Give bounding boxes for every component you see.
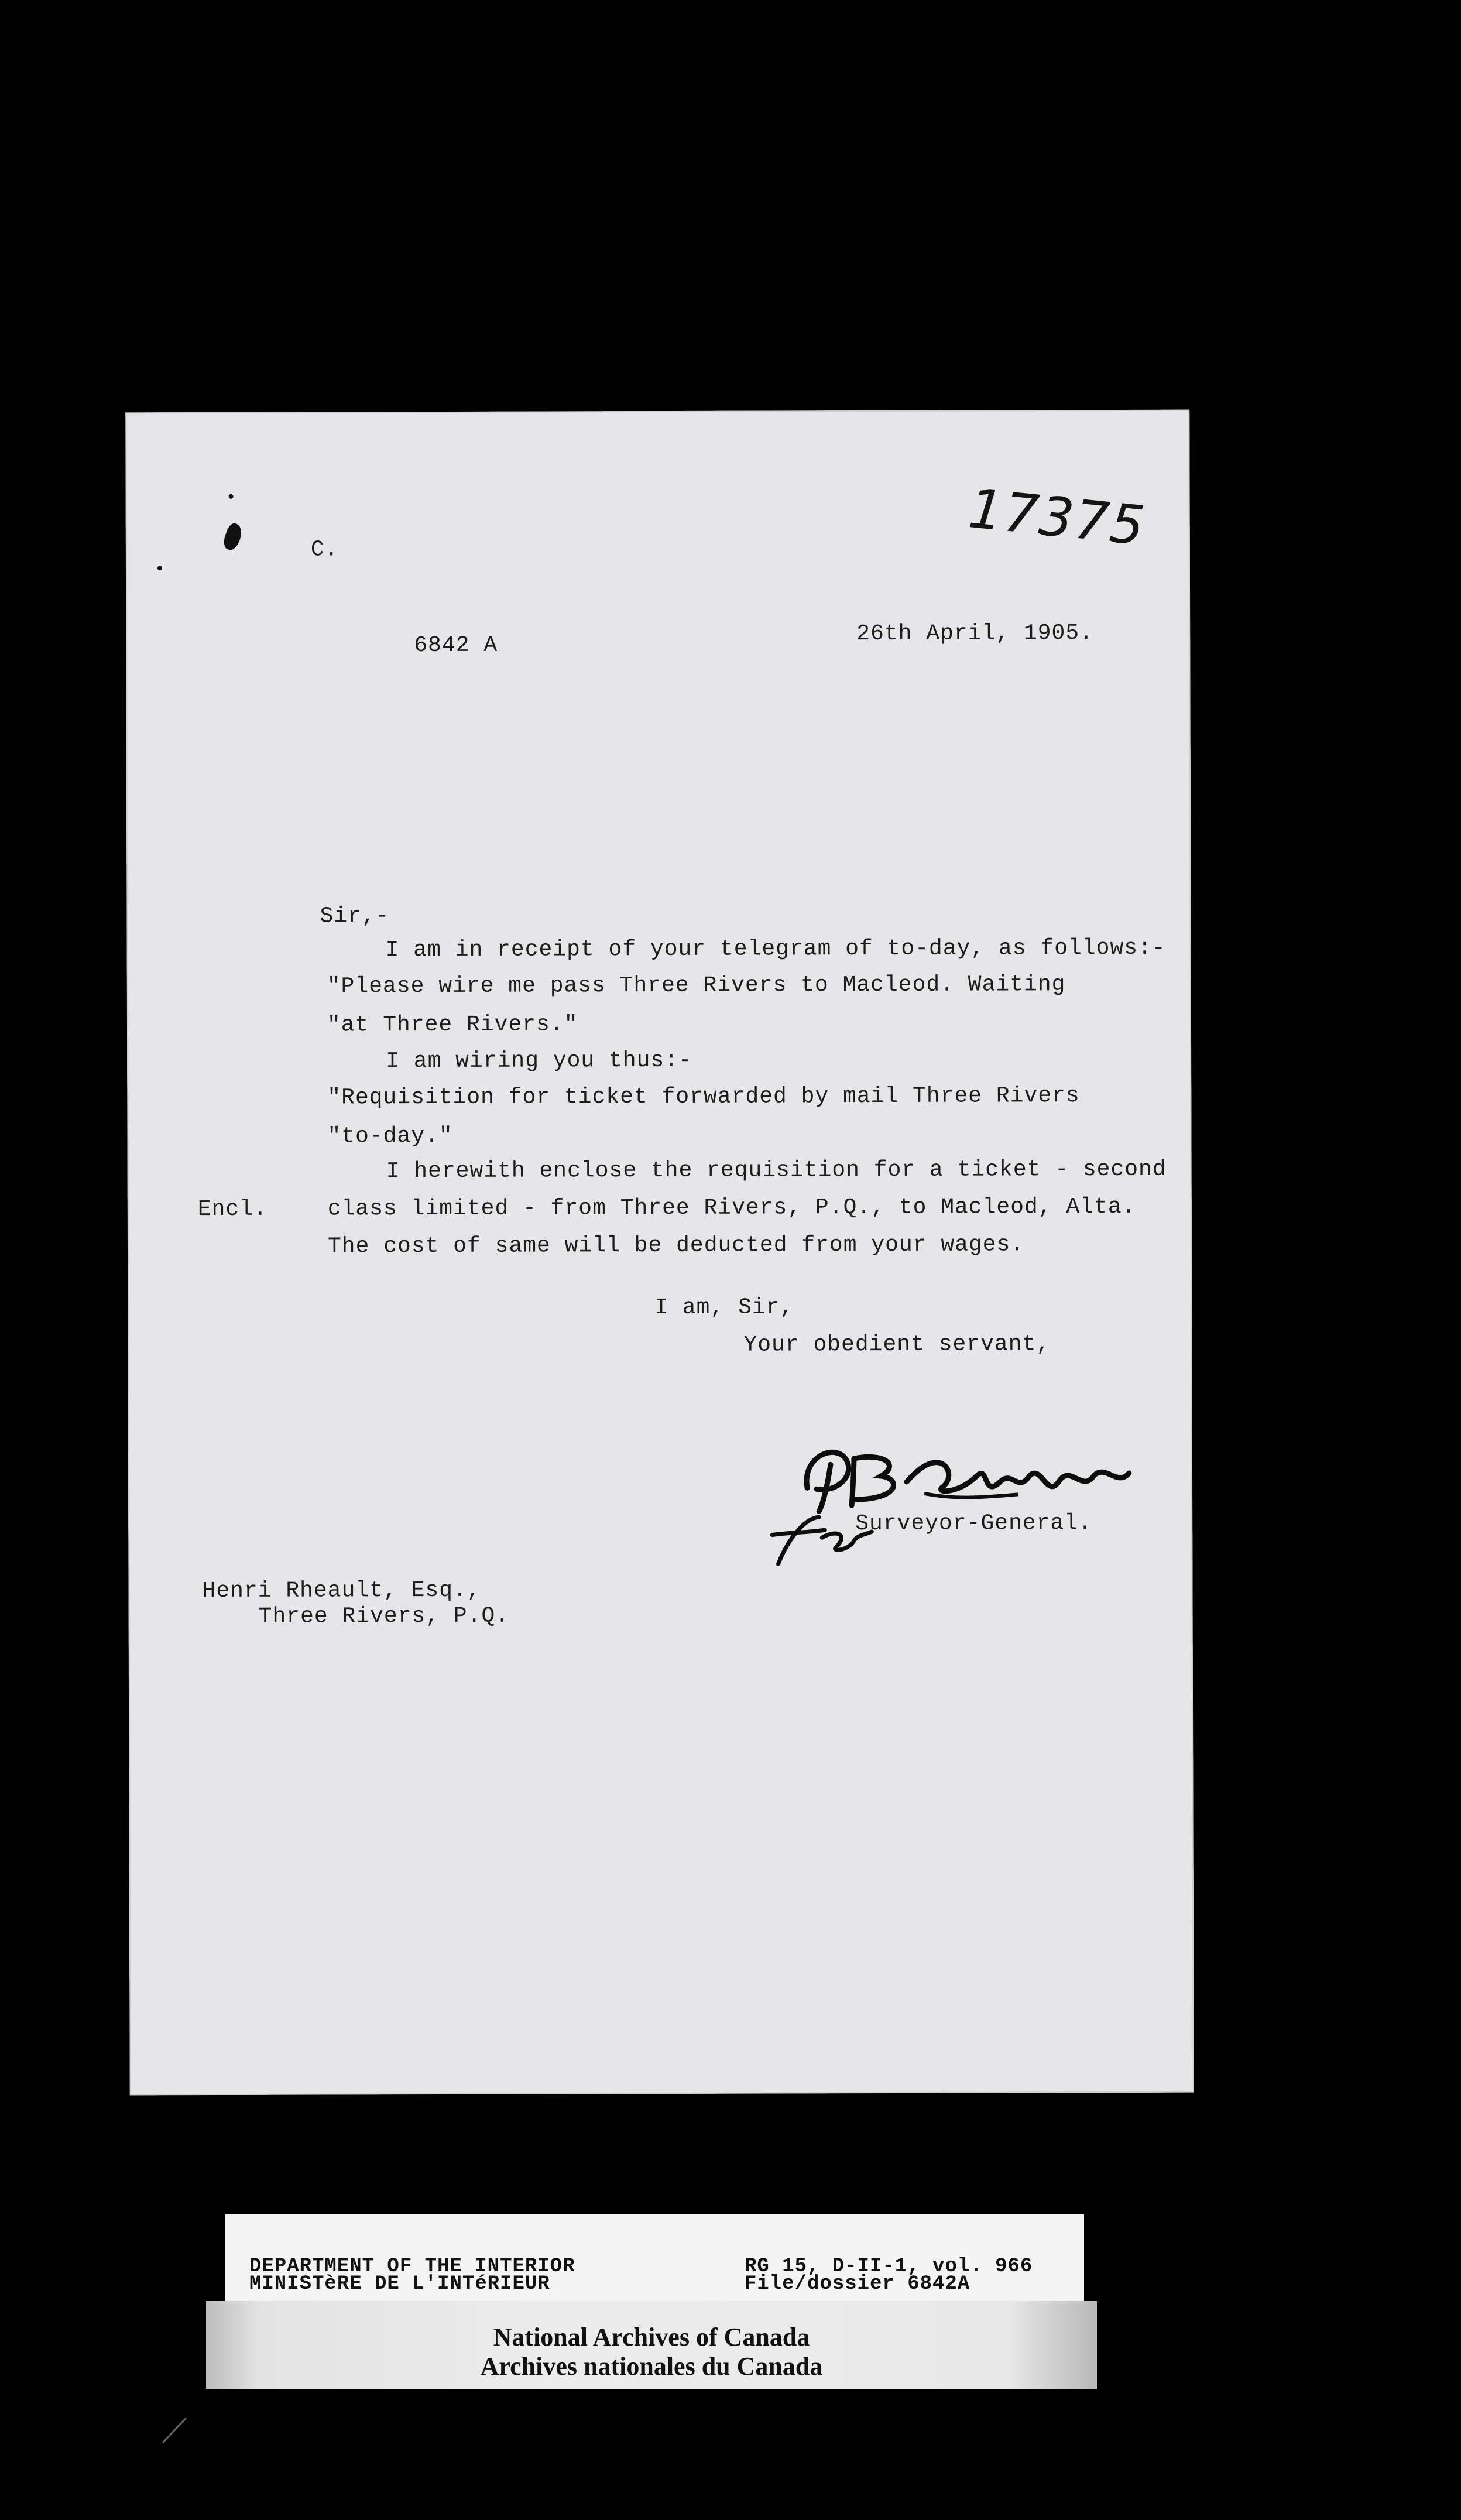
body-line: The cost of same will be deducted from your wages. (327, 1232, 1025, 1259)
stray-scratch-mark (158, 2412, 193, 2447)
body-line: I am in receipt of your telegram of to-day, as follows:- (385, 935, 1166, 963)
letter-page (125, 410, 1194, 2096)
letter-date: 26th April, 1905. (856, 621, 1093, 647)
file-number: 17375 (966, 477, 1149, 558)
body-line: I herewith enclose the requisition for a ticket - second (386, 1156, 1167, 1184)
handwritten-signature (766, 1417, 1177, 1570)
closing: I am, Sir, (654, 1295, 794, 1321)
archive-reference-label (225, 2214, 1084, 2302)
archive-reference-line2: File/dossier 6842A (745, 2273, 970, 2295)
archive-name-english: National Archives of Canada (493, 2323, 810, 2351)
ink-check-mark (221, 522, 245, 552)
body-line: "to-day." (327, 1123, 453, 1149)
addressee-place: Three Rivers, P.Q. (258, 1603, 510, 1629)
ink-dot (157, 566, 162, 570)
closing-line2: Your obedient servant, (743, 1331, 1051, 1358)
body-line: "Requisition for ticket forwarded by mail Three Rivers (327, 1083, 1080, 1111)
body-line: I am wiring you thus:- (386, 1047, 692, 1074)
department-french: MINISTèRE DE L'INTéRIEUR (249, 2273, 550, 2295)
marginal-mark: C. (310, 537, 339, 563)
reference-number: 6842 A (414, 632, 498, 659)
signatory-title: Surveyor-General. (855, 1511, 1092, 1537)
ink-dot (229, 494, 234, 499)
salutation: Sir,- (320, 903, 390, 929)
archive-name-french: Archives nationales du Canada (480, 2352, 823, 2381)
archive-reference-line1: RG 15, D-II-1, vol. 966 (745, 2255, 1033, 2278)
archive-name-label (206, 2301, 1097, 2389)
body-line: "Please wire me pass Three Rivers to Macleod. Waiting (327, 972, 1066, 999)
body-line: class limited - from Three Rivers, P.Q., to Macleod, Alta. (327, 1194, 1136, 1222)
enclosure-note: Encl. (197, 1196, 267, 1223)
addressee-name: Henri Rheault, Esq., (202, 1577, 481, 1604)
body-line: "at Three Rivers." (327, 1012, 578, 1038)
department-english: DEPARTMENT OF THE INTERIOR (249, 2255, 575, 2278)
